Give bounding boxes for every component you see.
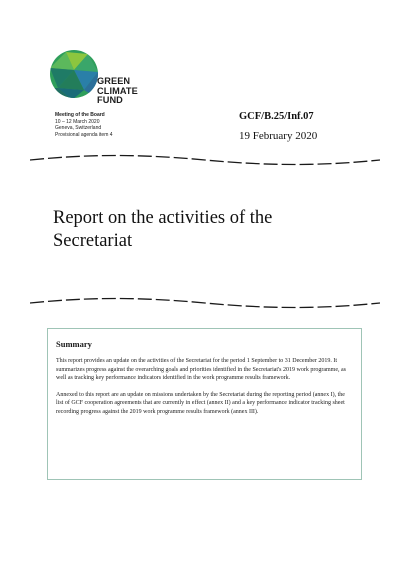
org-name-line: GREEN (97, 76, 131, 86)
document-title: Report on the activities of the Secretariat (53, 208, 273, 251)
green-climate-fund-logo-icon (48, 48, 100, 100)
summary-paragraph: Annexed to this report are an update on missions undertaken by the Secretariat during the reporting period (annex I), the list of GCF cooperation agreements that are currently in effect (annex II) and a key performance indicator tracking sheet recording progress against the 2019 work programme results framework (annex III). (56, 391, 345, 415)
org-name (97, 77, 138, 106)
document-date: 19 February 2020 (239, 130, 318, 142)
meeting-dates: 10 – 12 March 2020 (55, 118, 100, 125)
meeting-title: Meeting of the Board (55, 112, 105, 118)
org-name-line: FUND (97, 95, 123, 106)
meeting-location: Geneva, Switzerland (55, 125, 102, 132)
document-number: GCF/B.25/Inf.07 (239, 111, 314, 122)
wave-divider-top (30, 152, 380, 168)
meeting-agenda: Provisional agenda item 4 (55, 131, 113, 138)
wave-divider-bottom (30, 295, 380, 311)
summary-paragraph: This report provides an update on the activities of the Secretariat for the period 1 September to 31 December 2019. It summarizes progress against the overarching goals and priorities identified in the Secretariat's 2019 work programme, as well as tracking key performance indicators identified in the work programme results framework. (56, 358, 346, 382)
meeting-info (55, 112, 113, 138)
summary-heading: Summary (56, 339, 92, 349)
summary-box (47, 328, 362, 480)
org-name-line: CLIMATE (97, 85, 138, 96)
